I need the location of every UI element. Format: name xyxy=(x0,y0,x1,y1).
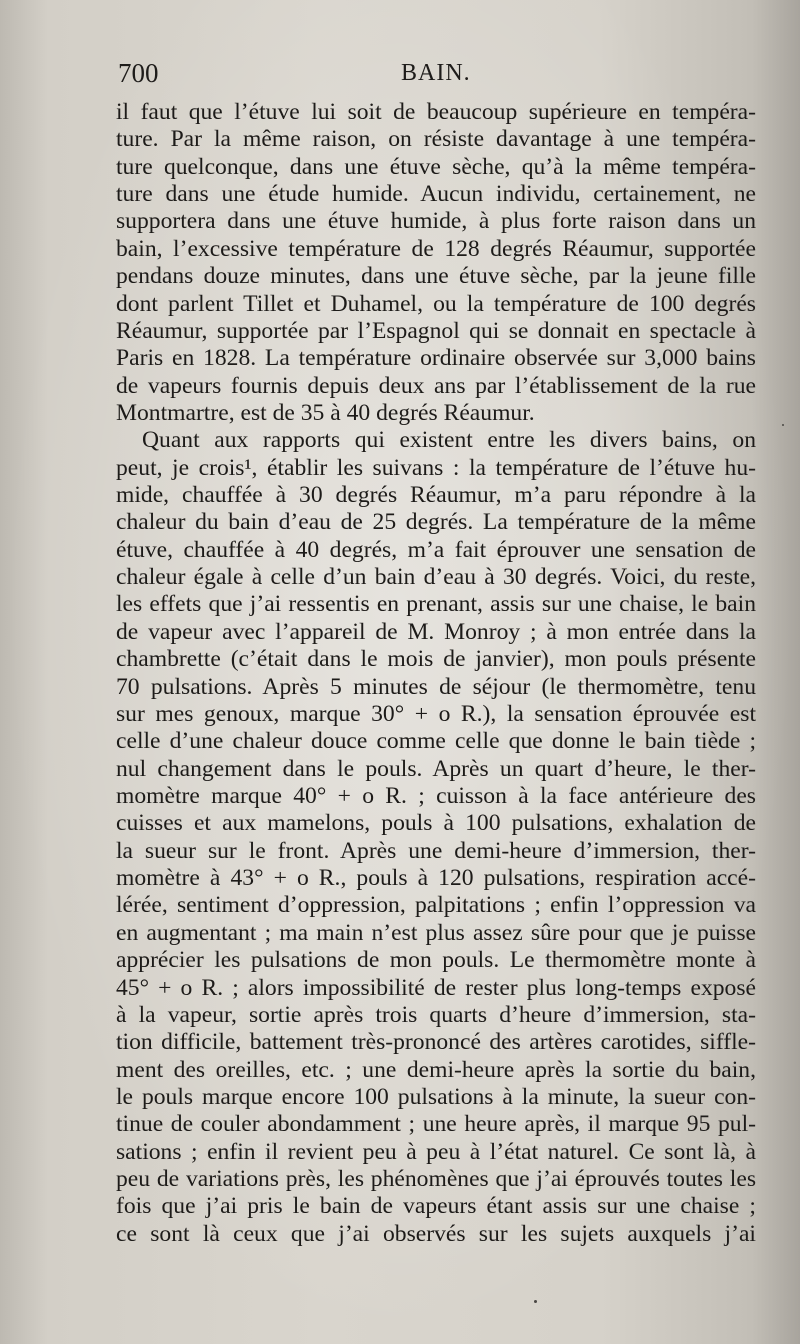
text-line: apprécier les pulsations de mon pouls. Le thermomètre monte à xyxy=(116,947,756,974)
text-line: dont parlent Tillet et Duhamel, ou la température de 100 degrés xyxy=(116,290,756,317)
paper-speck xyxy=(782,424,784,426)
text-line: chambrette (c’était dans le mois de janvier), mon pouls présente xyxy=(116,646,756,673)
text-line: bain, l’excessive température de 128 degrés Réaumur, supportée xyxy=(116,235,756,262)
text-line: mide, chauffée à 30 degrés Réaumur, m’a paru répondre à la xyxy=(116,482,756,509)
text-line: ce sont là ceux que j’ai observés sur les sujets auxquels j’ai xyxy=(116,1220,756,1247)
text-line: Paris en 1828. La température ordinaire observée sur 3,000 bains xyxy=(116,345,756,372)
text-line: de vapeur avec l’appareil de M. Monroy ; à mon entrée dans la xyxy=(116,618,756,645)
text-line: tion difficile, battement très-prononcé des artères carotides, siffle- xyxy=(116,1029,756,1056)
running-head: BAIN. xyxy=(401,60,471,86)
text-line: le pouls marque encore 100 pulsations à la minute, la sueur con- xyxy=(116,1083,756,1110)
text-line: 45° + o R. ; alors impossibilité de rester plus long-temps exposé xyxy=(116,974,756,1001)
text-line: ment des oreilles, etc. ; une demi-heure après la sortie du bain, xyxy=(116,1056,756,1083)
text-line: Quant aux rapports qui existent entre les divers bains, on xyxy=(142,427,756,454)
paper-speck xyxy=(534,1300,537,1303)
text-line: sations ; enfin il revient peu à peu à l’état naturel. Ce sont là, à xyxy=(116,1138,756,1165)
text-line: les effets que j’ai ressentis en prenant, assis sur une chaise, le bain xyxy=(116,591,756,618)
text-line: chaleur du bain d’eau de 25 degrés. La température de la même xyxy=(116,509,756,536)
text-line: en augmentant ; ma main n’est plus assez sûre pour que je puisse xyxy=(116,919,756,946)
text-line: momètre marque 40° + o R. ; cuisson à la face antérieure des xyxy=(116,782,756,809)
body-text xyxy=(116,99,756,1248)
text-line: la sueur sur le front. Après une demi-heure d’immersion, ther- xyxy=(116,837,756,864)
text-line: à la vapeur, sortie après trois quarts d’heure d’immersion, sta- xyxy=(116,1001,756,1028)
text-line: celle d’une chaleur douce comme celle que donne le bain tiède ; xyxy=(116,728,756,755)
text-line: peu de variations près, les phénomènes que j’ai éprouvés toutes les xyxy=(116,1166,756,1193)
text-line: fois que j’ai pris le bain de vapeurs étant assis sur une chaise ; xyxy=(116,1193,756,1220)
page-number: 700 xyxy=(118,58,159,88)
text-line: ture. Par la même raison, on résiste davantage à une tempéra- xyxy=(116,126,756,153)
text-line: il faut que l’étuve lui soit de beaucoup supérieure en tempéra- xyxy=(116,99,756,125)
text-line: pendans douze minutes, dans une étuve sèche, par la jeune fille xyxy=(116,263,756,290)
text-line: chaleur égale à celle d’un bain d’eau à 30 degrés. Voici, du reste, xyxy=(116,564,756,591)
text-line: tinue de couler abondamment ; une heure après, il marque 95 pul- xyxy=(116,1111,756,1138)
text-line: 70 pulsations. Après 5 minutes de séjour (le thermomètre, tenu xyxy=(116,673,756,700)
text-line: ture quelconque, dans une étuve sèche, qu’à la même tempéra- xyxy=(116,153,756,180)
page-header xyxy=(118,58,758,98)
text-line: Montmartre, est de 35 à 40 degrés Réaumur. xyxy=(116,399,535,426)
text-line: ture dans une étude humide. Aucun individu, certainement, ne xyxy=(116,181,756,208)
text-line: lérée, sentiment d’oppression, palpitations ; enfin l’oppression va xyxy=(116,892,756,919)
text-line: nul changement dans le pouls. Après un quart d’heure, le ther- xyxy=(116,755,756,782)
text-line: étuve, chauffée à 40 degrés, m’a fait éprouver une sensation de xyxy=(116,536,756,563)
text-line: sur mes genoux, marque 30° + o R.), la sensation éprouvée est xyxy=(116,700,756,727)
text-line: cuisses et aux mamelons, pouls à 100 pulsations, exhalation de xyxy=(116,810,756,837)
text-line: momètre à 43° + o R., pouls à 120 pulsations, respiration accé- xyxy=(116,865,756,892)
text-line: Réaumur, supportée par l’Espagnol qui se donnait en spectacle à xyxy=(116,317,756,344)
text-line: supportera dans une étuve humide, à plus forte raison dans un xyxy=(116,208,756,235)
text-line: de vapeurs fournis depuis deux ans par l’établissement de la rue xyxy=(116,372,756,399)
text-line: peut, je crois¹, établir les suivans : la température de l’étuve hu- xyxy=(116,454,756,481)
